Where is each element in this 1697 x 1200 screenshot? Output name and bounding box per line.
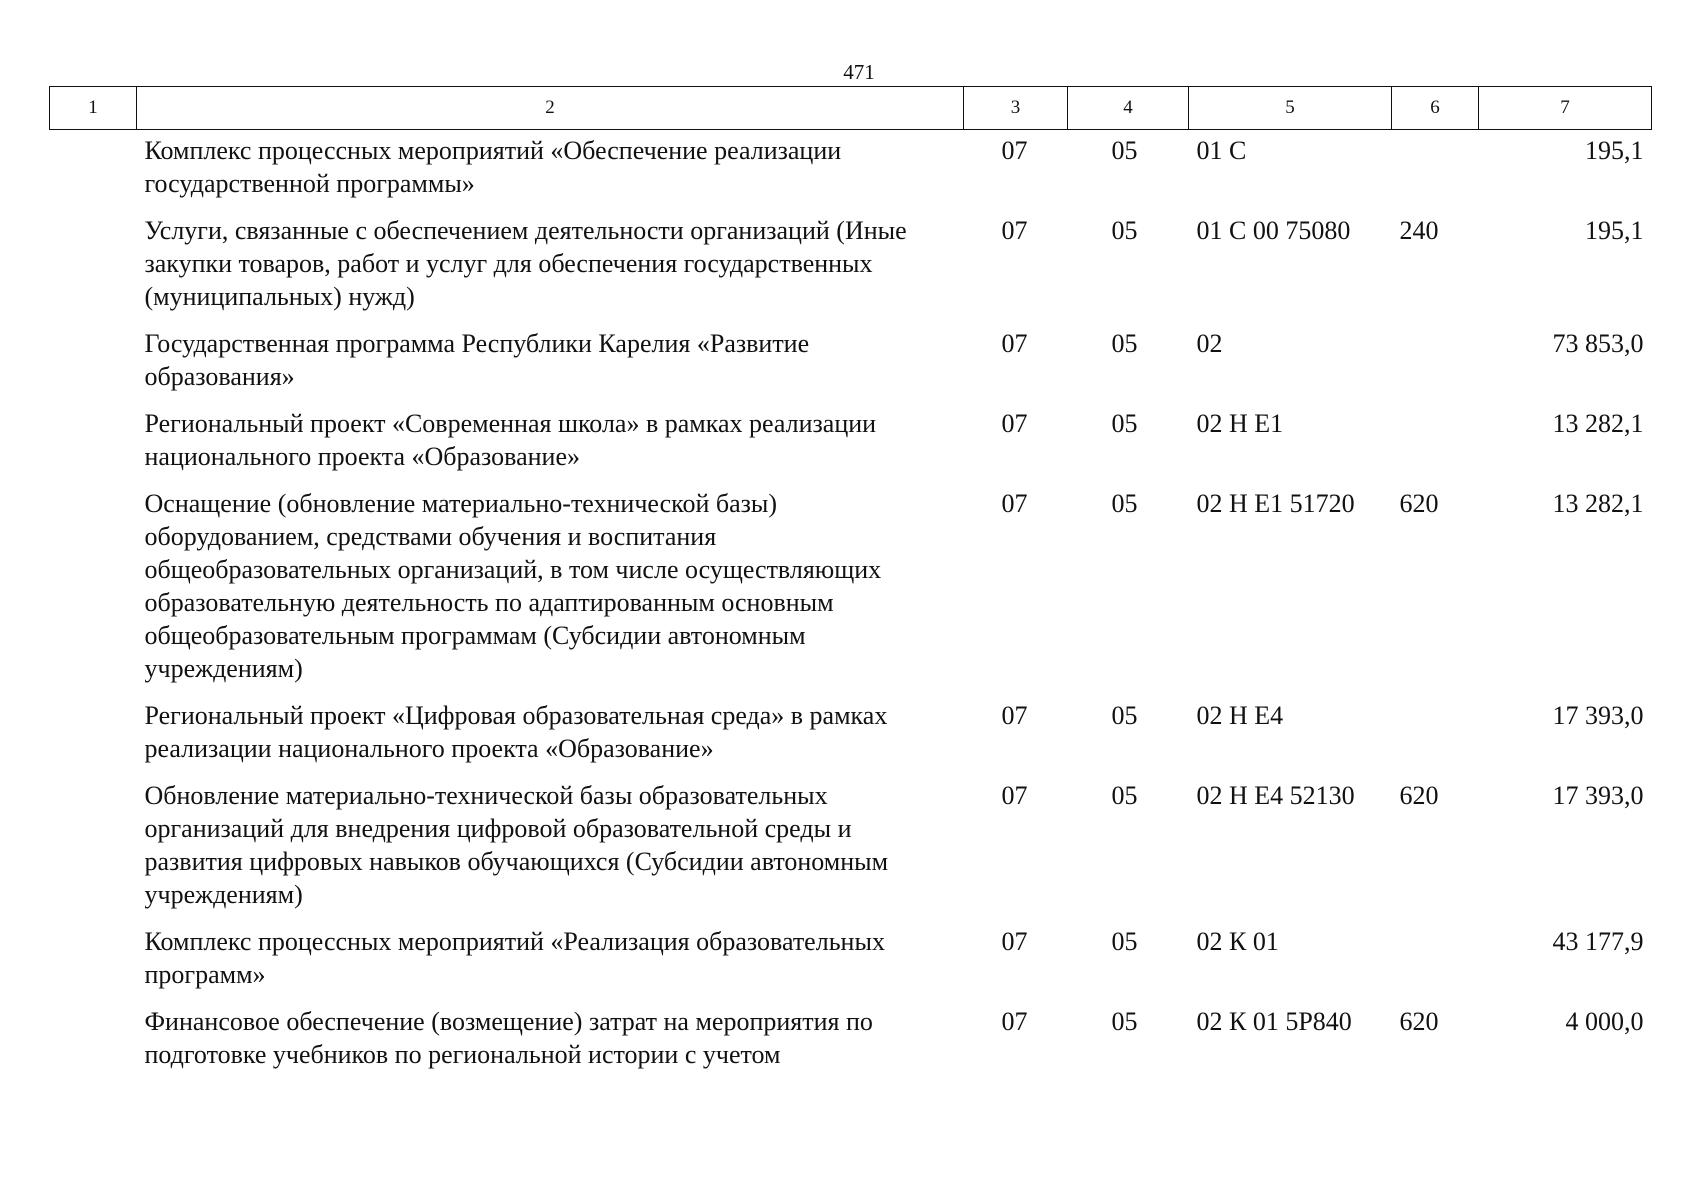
row-number-cell	[50, 775, 137, 921]
row-subsection-cell: 05	[1111, 216, 1138, 245]
row-name-cell: Обновление материально-технической базы образовательных организаций для внедрения цифровой образовательной среды и развития цифровых навыков обучающихся (Субсидии автономным учреждениям)	[144, 781, 889, 909]
row-expense-type-cell	[1392, 130, 1479, 211]
row-name-cell: Комплекс процессных мероприятий «Обеспечение реализации государственной программы»	[144, 136, 842, 198]
page-number: 471	[843, 60, 875, 84]
table-body	[50, 130, 1652, 1082]
table-row	[50, 403, 1652, 483]
row-number-cell	[50, 130, 137, 211]
row-number-cell	[50, 483, 137, 695]
row-number-cell	[50, 403, 137, 483]
header-cell-col-3: 3	[964, 87, 1068, 130]
table-row	[50, 921, 1652, 1001]
header-cell-col-7: 7	[1479, 87, 1652, 130]
row-target-article-cell: 01 С	[1196, 136, 1247, 165]
table-row	[50, 130, 1652, 211]
table-row	[50, 210, 1652, 323]
table-header	[50, 87, 1652, 130]
row-subsection-cell: 05	[1111, 489, 1138, 518]
row-subsection-cell: 05	[1111, 781, 1138, 810]
row-name-cell: Региональный проект «Цифровая образовательная среда» в рамках реализации национального проекта «Образование»	[144, 701, 888, 763]
row-subsection-cell: 05	[1111, 136, 1138, 165]
row-name-cell: Комплекс процессных мероприятий «Реализация образовательных программ»	[144, 927, 885, 989]
row-name-cell: Региональный проект «Современная школа» в рамках реализации национального проекта «Образование»	[144, 409, 877, 471]
row-number-cell	[50, 1001, 137, 1081]
row-target-article-cell: 01 С 00 75080	[1196, 216, 1351, 245]
row-expense-type-cell: 620	[1399, 781, 1439, 810]
row-target-article-cell: 02 Н Е4 52130	[1196, 781, 1355, 810]
row-target-article-cell: 02 К 01	[1196, 927, 1279, 956]
table-row	[50, 483, 1652, 695]
row-number-cell	[50, 921, 137, 1001]
row-number-cell	[50, 695, 137, 775]
row-section-cell: 07	[1001, 489, 1028, 518]
row-section-cell: 07	[1001, 927, 1028, 956]
header-cell-col-5: 5	[1189, 87, 1392, 130]
row-amount-cell: 195,1	[1585, 216, 1644, 245]
row-name-cell: Оснащение (обновление материально-технической базы) оборудованием, средствами обучения и воспитания общеобразовательных организаций, в том числе осуществляющих образовательную деятельность по адаптированным основным общеобразовательным программам (Субсидии автономным учреждениям)	[144, 489, 882, 683]
header-cell-col-6: 6	[1392, 87, 1479, 130]
row-name-cell: Государственная программа Республики Карелия «Развитие образования»	[144, 329, 810, 391]
row-section-cell: 07	[1001, 136, 1028, 165]
row-target-article-cell: 02 Н Е4	[1196, 701, 1284, 730]
header-row	[50, 87, 1652, 130]
row-section-cell: 07	[1001, 1007, 1028, 1036]
row-amount-cell: 17 393,0	[1552, 781, 1644, 810]
row-expense-type-cell	[1392, 695, 1479, 775]
header-cell-col-2: 2	[137, 87, 964, 130]
table-row	[50, 1001, 1652, 1081]
row-amount-cell: 17 393,0	[1552, 701, 1644, 730]
row-target-article-cell: 02	[1196, 329, 1223, 358]
table-row	[50, 775, 1652, 921]
row-section-cell: 07	[1001, 409, 1028, 438]
row-name-cell: Услуги, связанные с обеспечением деятельности организаций (Иные закупки товаров, работ и услуг для обеспечения государственных (муниципальных) нужд)	[144, 216, 907, 311]
row-subsection-cell: 05	[1111, 1007, 1138, 1036]
row-expense-type-cell: 240	[1399, 216, 1439, 245]
header-cell-col-4: 4	[1068, 87, 1189, 130]
row-number-cell	[50, 210, 137, 323]
row-number-cell	[50, 323, 137, 403]
row-section-cell: 07	[1001, 701, 1028, 730]
row-amount-cell: 73 853,0	[1552, 329, 1644, 358]
row-amount-cell: 13 282,1	[1552, 489, 1644, 518]
row-expense-type-cell: 620	[1399, 489, 1439, 518]
table-row	[50, 695, 1652, 775]
row-target-article-cell: 02 Н Е1	[1196, 409, 1284, 438]
row-amount-cell: 13 282,1	[1552, 409, 1644, 438]
budget-table	[49, 86, 1652, 1081]
header-cell-col-1: 1	[50, 87, 137, 130]
row-section-cell: 07	[1001, 781, 1028, 810]
row-subsection-cell: 05	[1111, 409, 1138, 438]
row-target-article-cell: 02 К 01 5Р840	[1196, 1007, 1352, 1036]
row-section-cell: 07	[1001, 329, 1028, 358]
row-subsection-cell: 05	[1111, 701, 1138, 730]
row-section-cell: 07	[1001, 216, 1028, 245]
row-subsection-cell: 05	[1111, 927, 1138, 956]
row-amount-cell: 43 177,9	[1552, 927, 1644, 956]
row-expense-type-cell	[1392, 403, 1479, 483]
table-row	[50, 323, 1652, 403]
row-expense-type-cell	[1392, 323, 1479, 403]
row-amount-cell: 4 000,0	[1565, 1007, 1644, 1036]
row-target-article-cell: 02 Н Е1 51720	[1196, 489, 1355, 518]
row-subsection-cell: 05	[1111, 329, 1138, 358]
row-name-cell: Финансовое обеспечение (возмещение) затрат на мероприятия по подготовке учебников по региональной истории с учетом	[144, 1007, 873, 1069]
row-amount-cell: 195,1	[1585, 136, 1644, 165]
row-expense-type-cell	[1392, 921, 1479, 1001]
row-expense-type-cell: 620	[1399, 1007, 1439, 1036]
